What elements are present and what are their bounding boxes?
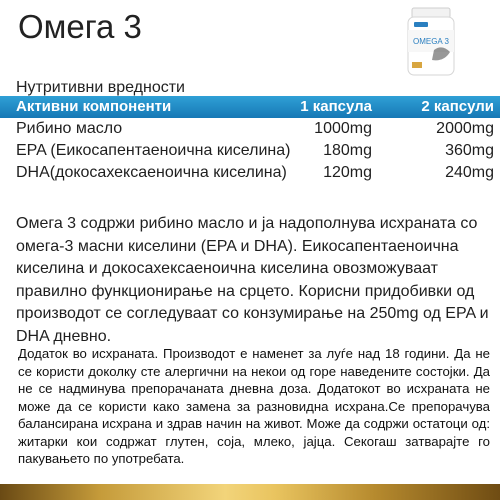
value-two-capsules: 360mg	[445, 142, 494, 159]
product-image	[398, 6, 464, 78]
table-row	[0, 140, 500, 162]
component-name: Рибино масло	[16, 120, 123, 137]
value-one-capsule: 180mg	[323, 142, 372, 159]
supplement-bottle-icon	[398, 6, 464, 78]
table-header-row	[0, 96, 500, 118]
component-name: EPA (Еикосапентаеноична киселина)	[16, 142, 291, 159]
header-two-capsules: 2 капсули	[421, 98, 494, 115]
component-name: DHA(докосахексаеноична киселина)	[16, 164, 287, 181]
header-component: Активни компоненти	[16, 98, 172, 115]
value-two-capsules: 240mg	[445, 164, 494, 181]
table-row	[0, 162, 500, 184]
product-brand-label: OMEGA 3	[412, 37, 450, 46]
table-row	[0, 118, 500, 140]
value-one-capsule: 1000mg	[314, 120, 372, 137]
decorative-gold-bar	[0, 484, 500, 500]
value-two-capsules: 2000mg	[436, 120, 494, 137]
page-title: Омега 3	[18, 8, 142, 45]
nutrition-table	[0, 96, 500, 184]
header-one-capsule: 1 капсула	[300, 98, 372, 115]
supplement-notice: Додаток во исхраната. Производот е наменет за луѓе над 18 години. Да не се користи доколку сте алергични на некои од горе наведените состојки. Да не се надминува препорачаната дневна доза. Додатокот во исхраната не може да се користи како замена за разновидна исхрана.Се препорачува балансирана исхрана и здрав начин на живот. Може да содржи остатоци од: житарки кои содржат глутен, соја, млеко, јајца. Секогаш затварајте го пакувањето по употребата.	[18, 346, 490, 466]
value-one-capsule: 120mg	[323, 164, 372, 181]
product-description: Омега 3 содржи рибино масло и ја надополнува исхраната со омега-3 масни киселини (EPA и DHA). Еикосапентаеноична киселина и докосахексаеноична киселина овозможуваат правилно функционирање на срцето. Корисни придобивки од производот се согледуваат со конзумирање на 250mg од EPA и DHA дневно.	[16, 215, 489, 345]
section-title: Нутритивни вредности	[16, 79, 185, 96]
